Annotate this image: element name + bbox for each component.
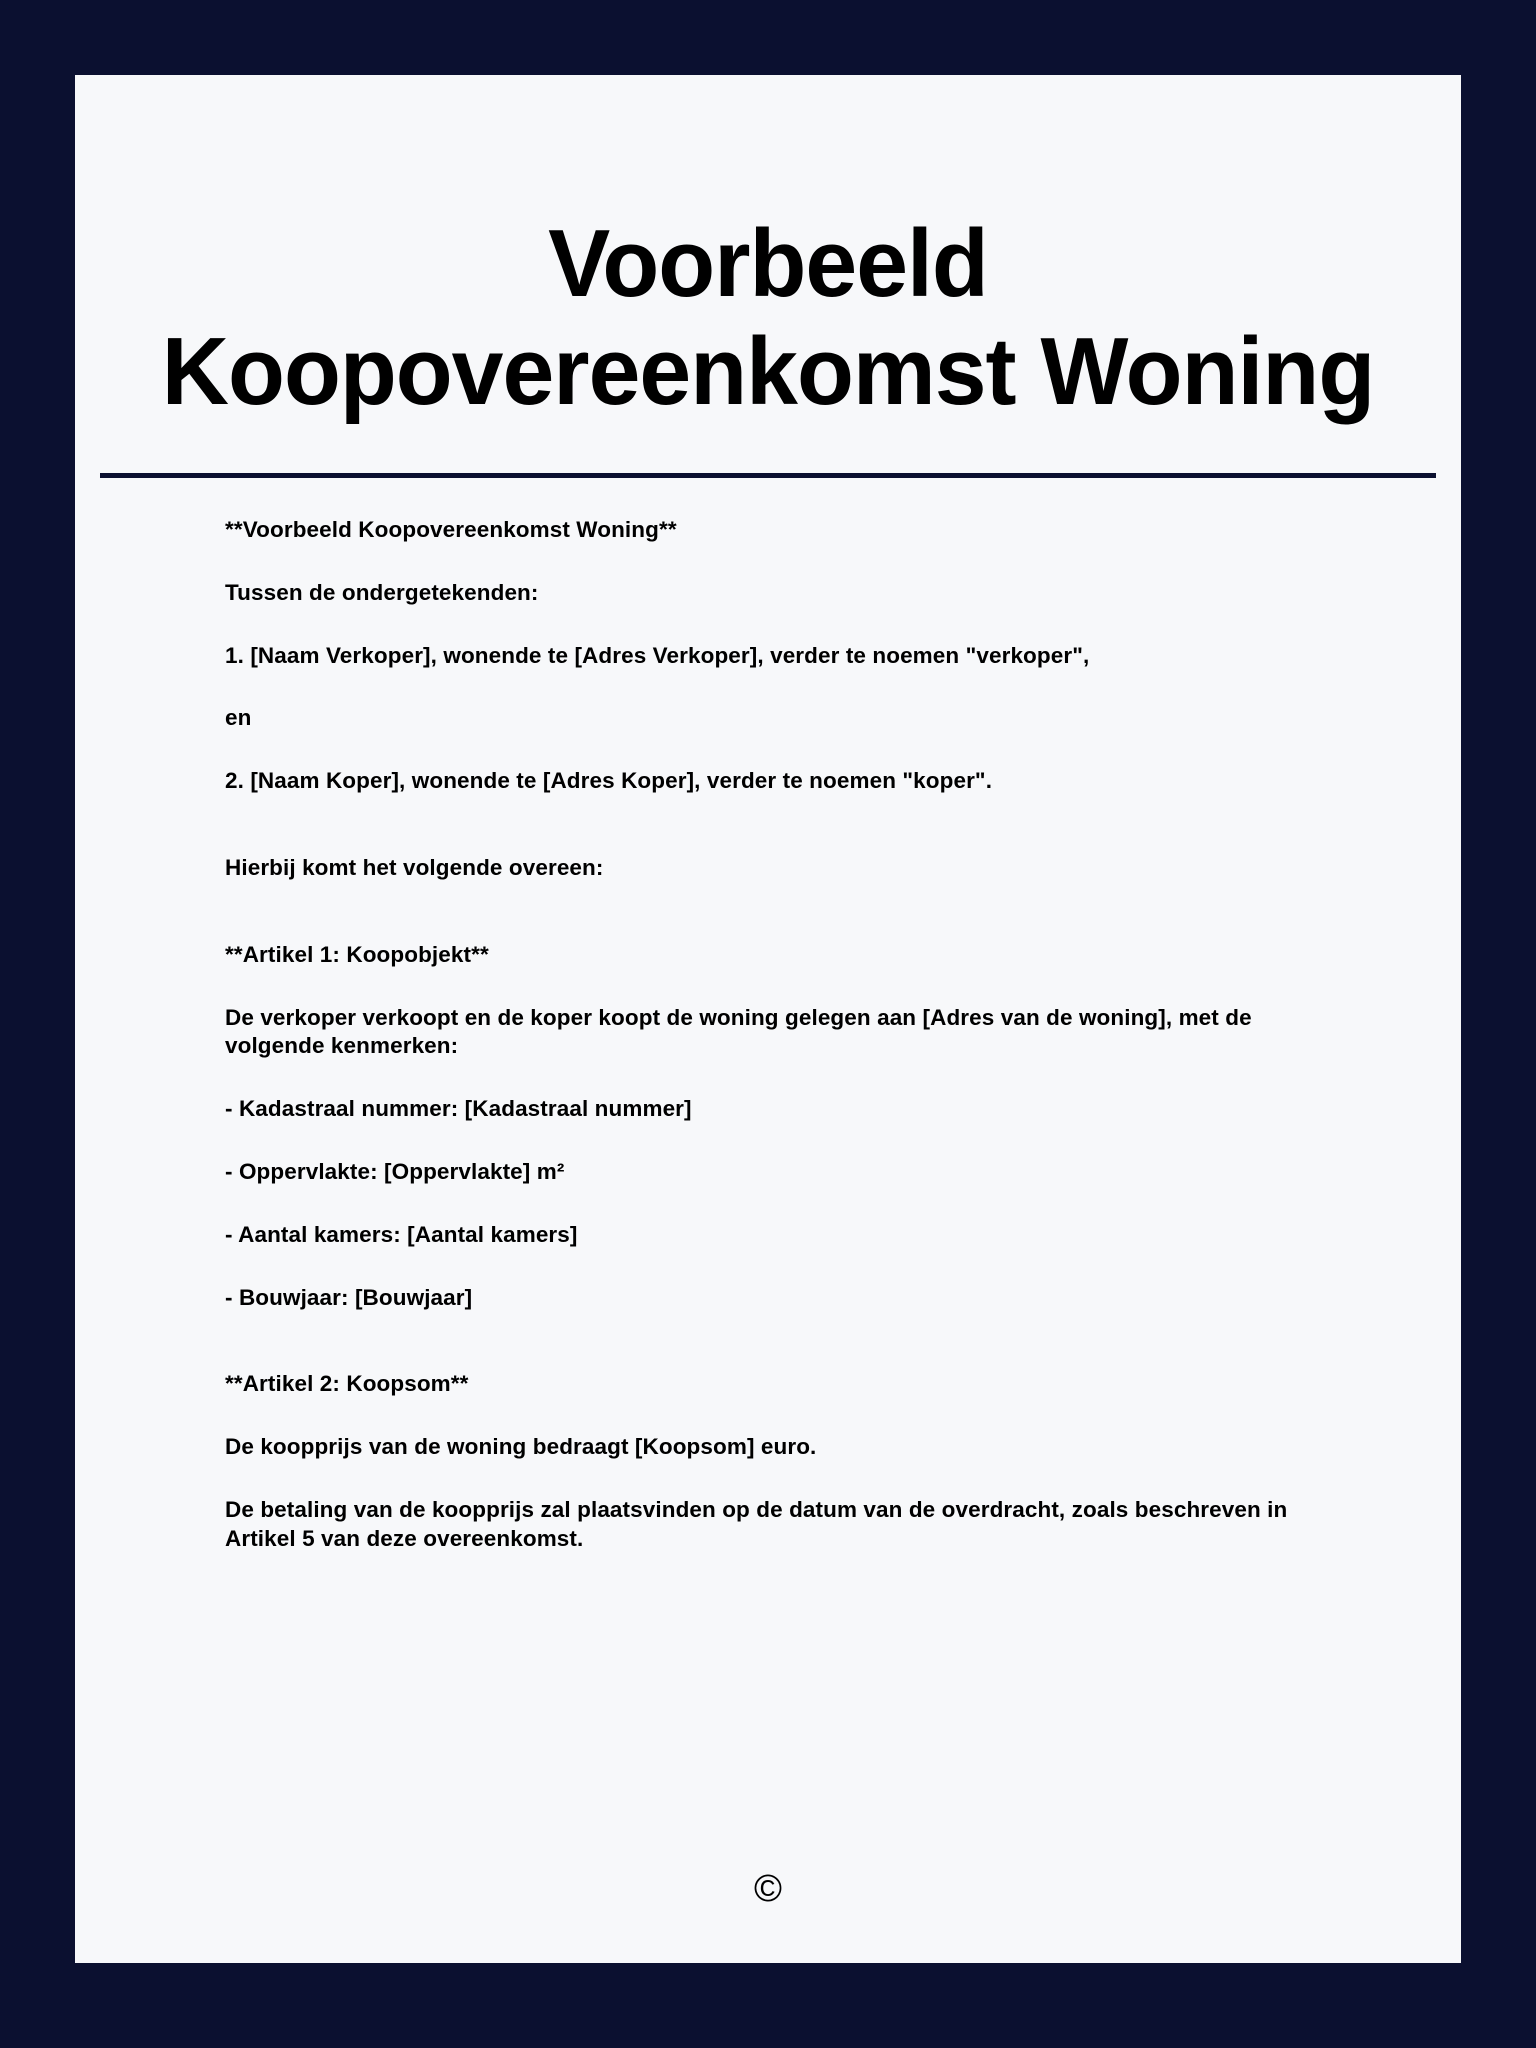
article-1-body: De verkoper verkoopt en de koper koopt de woning gelegen aan [Adres van de woning], met de volgende kenmerken: — [225, 1004, 1252, 1059]
conjunction: en — [225, 705, 252, 731]
feature-rooms: - Aantal kamers: [Aantal kamers] — [225, 1221, 578, 1247]
article-2-payment: De betaling van de koopprijs zal plaatsvinden op de datum van de overdracht, zoals beschreven in Artikel 5 van deze overeenkomst. — [225, 1496, 1288, 1551]
article-2-price: De koopprijs van de woning bedraagt [Koopsom] euro. — [225, 1434, 817, 1460]
party-buyer: 2. [Naam Koper], wonende te [Adres Koper], verder te noemen "koper". — [225, 768, 993, 794]
feature-year: - Bouwjaar: [Bouwjaar] — [225, 1284, 473, 1310]
document-body — [225, 478, 1346, 1554]
doc-heading: **Voorbeeld Koopovereenkomst Woning** — [225, 517, 677, 543]
article-1-heading: **Artikel 1: Koopobjekt** — [225, 941, 489, 967]
party-seller: 1. [Naam Verkoper], wonende te [Adres Verkoper], verder te noemen "verkoper", — [225, 642, 1090, 668]
feature-surface: - Oppervlakte: [Oppervlakte] m² — [225, 1159, 565, 1184]
page-footer — [75, 1870, 1461, 1908]
parties-intro: Tussen de ondergetekenden: — [225, 579, 539, 605]
page-title: Voorbeeld Koopovereenkomst Woning — [161, 210, 1375, 425]
article-2-heading: **Artikel 2: Koopsom** — [225, 1371, 469, 1397]
copyright-icon: © — [754, 1868, 782, 1910]
document-page — [75, 75, 1461, 1963]
feature-cadastral: - Kadastraal nummer: [Kadastraal nummer] — [225, 1096, 692, 1122]
agreement-intro: Hierbij komt het volgende overeen: — [225, 855, 604, 881]
title-block — [75, 75, 1461, 425]
